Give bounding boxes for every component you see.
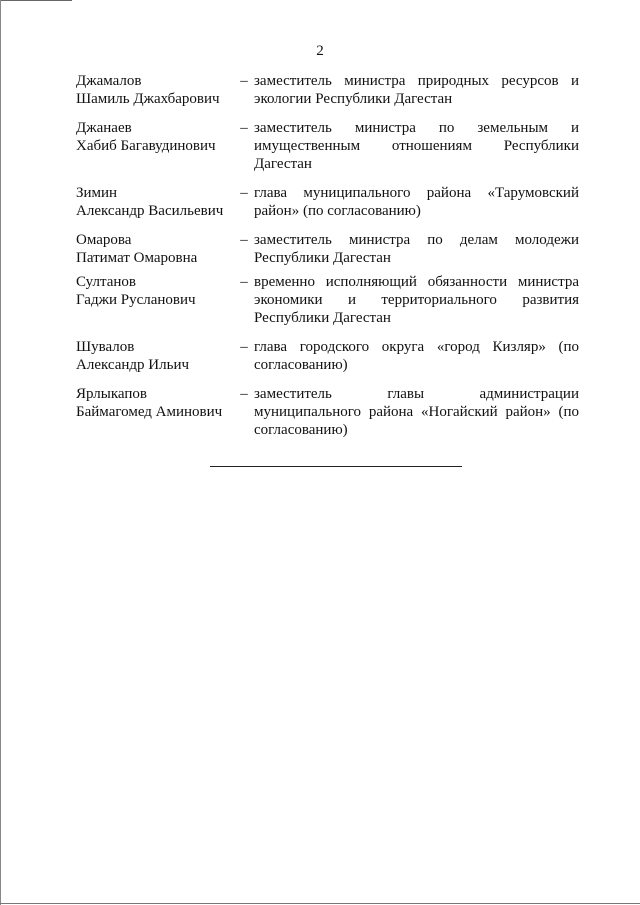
member-surname: Зимин xyxy=(76,185,118,201)
member-name xyxy=(76,231,236,267)
member-entry xyxy=(76,385,579,450)
member-role: глава муниципального района «Тарумовский район» (по согласованию) xyxy=(254,185,579,219)
page-number: 2 xyxy=(316,43,324,59)
member-list xyxy=(76,72,579,450)
member-given-names: Патимат Омаровна xyxy=(76,250,198,266)
member-surname: Султанов xyxy=(76,274,136,290)
scan-edge-bottom xyxy=(0,903,640,904)
member-entry xyxy=(76,119,579,184)
member-given-names: Гаджи Русланович xyxy=(76,292,196,308)
member-entry xyxy=(76,231,579,273)
member-name xyxy=(76,184,236,220)
member-role: заместитель министра природных ресурсов и экологии Республики Дагестан xyxy=(254,73,579,107)
member-entry xyxy=(76,184,579,231)
entry-dash: – xyxy=(240,386,248,402)
scan-edge-left xyxy=(0,0,1,905)
member-given-names: Александр Ильич xyxy=(76,357,190,373)
member-surname: Джамалов xyxy=(76,73,142,89)
member-given-names: Шамиль Джахбарович xyxy=(76,91,220,107)
member-name xyxy=(76,72,236,108)
member-role: временно исполняющий обязанности министра экономики и территориального развития Республики Дагестан xyxy=(254,274,579,326)
member-name xyxy=(76,273,236,309)
member-role: глава городского округа «город Кизляр» (по согласованию) xyxy=(254,339,579,373)
member-given-names: Александр Васильевич xyxy=(76,203,224,219)
member-role: заместитель министра по делам молодежи Республики Дагестан xyxy=(254,232,579,266)
end-of-list-rule xyxy=(210,466,462,467)
entry-dash: – xyxy=(240,232,248,248)
entry-dash: – xyxy=(240,120,248,136)
member-surname: Омарова xyxy=(76,232,132,248)
member-given-names: Хабиб Багавудинович xyxy=(76,138,216,154)
member-role: заместитель министра по земельным и имущественным отношениям Республики Дагестан xyxy=(254,120,579,172)
member-surname: Ярлыкапов xyxy=(76,386,148,402)
member-surname: Шувалов xyxy=(76,339,135,355)
entry-dash: – xyxy=(240,73,248,89)
member-surname: Джанаев xyxy=(76,120,132,136)
member-entry xyxy=(76,273,579,338)
member-entry xyxy=(76,72,579,119)
entry-dash: – xyxy=(240,274,248,290)
member-name xyxy=(76,338,236,374)
member-role: заместитель главы администрации муниципального района «Ногайский район» (по согласованию) xyxy=(254,386,579,438)
member-given-names: Баймагомед Аминович xyxy=(76,404,223,420)
member-entry xyxy=(76,338,579,385)
entry-dash: – xyxy=(240,339,248,355)
entry-dash: – xyxy=(240,185,248,201)
member-name xyxy=(76,385,236,421)
scan-edge-top xyxy=(0,0,72,1)
member-name xyxy=(76,119,236,155)
